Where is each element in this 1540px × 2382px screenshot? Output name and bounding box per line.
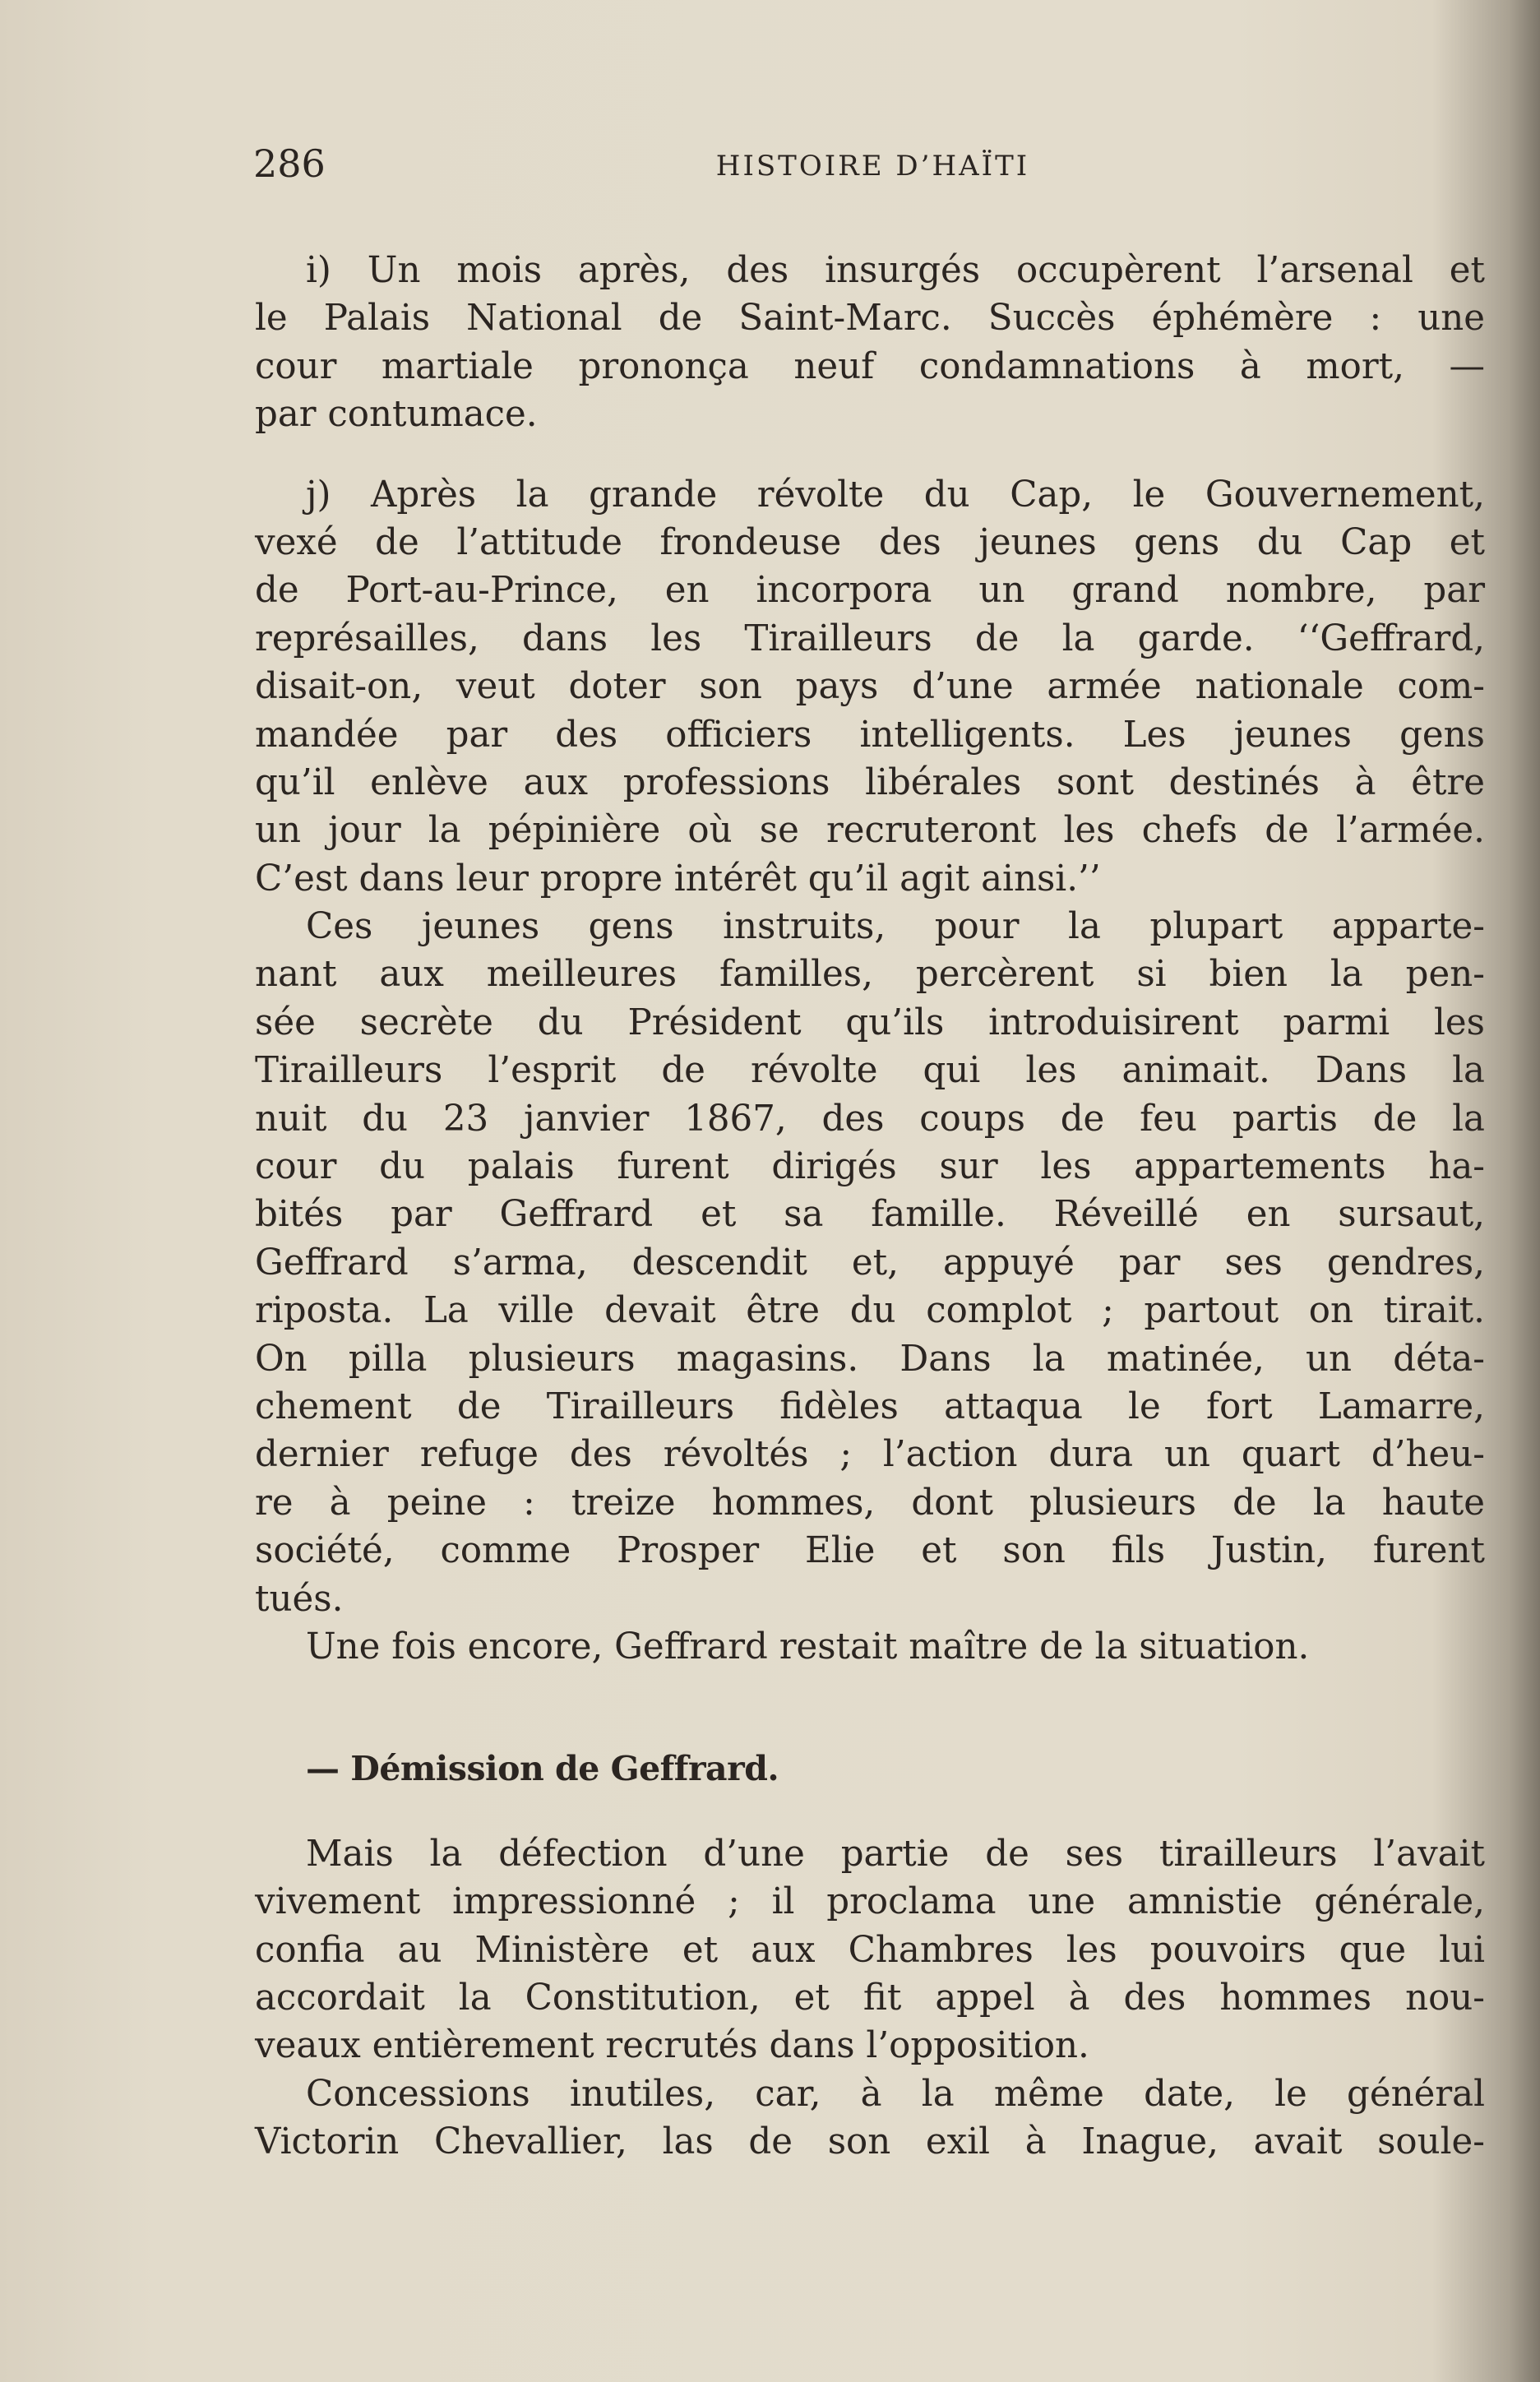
body-text <box>255 247 1485 2166</box>
paragraph <box>255 2070 1485 2167</box>
text-line: tués. <box>255 1578 344 1620</box>
text-line: i) Un mois après, des insurgés occupèrent l’arsenal et <box>306 250 1485 291</box>
paragraph <box>255 903 1485 1623</box>
text-line: j) Après la grande révolte du Cap, le Gouvernement, <box>306 474 1485 516</box>
text-line: Une fois encore, Geffrard restait maître de la situation. <box>306 1626 1310 1667</box>
text-line: vexé de l’attitude frondeuse des jeunes gens du Cap et <box>255 521 1485 563</box>
text-line: dernier refuge des révoltés ; l’action dura un quart d’heu- <box>255 1434 1485 1476</box>
text-line: qu’il enlève aux professions libérales sont destinés à être <box>255 761 1485 803</box>
text-line: le Palais National de Saint-Marc. Succès éphémère : une <box>255 298 1485 340</box>
paragraph <box>255 471 1485 904</box>
text-line: représailles, dans les Tirailleurs de la garde. ‘‘Geffrard, <box>255 617 1485 659</box>
text-line: chement de Tirailleurs fidèles attaqua le fort Lamarre, <box>255 1385 1485 1427</box>
text-line: vivement impressionné ; il proclama une amnistie générale, <box>255 1881 1485 1923</box>
text-line: Geffrard s’arma, descendit et, appuyé par ses gendres, <box>255 1242 1485 1284</box>
running-title: HISTOIRE D’HAÏTI <box>715 150 1030 183</box>
text-line: mandée par des officiers intelligents. Les jeunes gens <box>255 714 1485 756</box>
text-line: disait-on, veut doter son pays d’une armée nationale com- <box>255 666 1485 708</box>
paragraph <box>255 1830 1485 2070</box>
text-line: Tirailleurs l’esprit de révolte qui les animait. Dans la <box>255 1050 1485 1092</box>
text-line: Victorin Chevallier, las de son exil à Inague, avait soule- <box>255 2121 1485 2163</box>
text-line: confia au Ministère et aux Chambres les pouvoirs que lui <box>255 1929 1485 1971</box>
text-line: un jour la pépinière où se recruteront les chefs de l’armée. <box>255 810 1485 852</box>
text-line: re à peine : treize hommes, dont plusieurs de la haute <box>255 1482 1485 1524</box>
text-line: cour du palais furent dirigés sur les appartements ha- <box>255 1146 1485 1188</box>
text-line: société, comme Prosper Elie et son fils Justin, furent <box>255 1530 1485 1572</box>
page-number: 286 <box>253 141 326 186</box>
text-line: bités par Geffrard et sa famille. Réveillé en sursaut, <box>255 1194 1485 1236</box>
text-line: Mais la défection d’une partie de ses tirailleurs l’avait <box>306 1833 1485 1875</box>
text-line: riposta. La ville devait être du complot ; partout on tirait. <box>255 1290 1485 1332</box>
text-line: Ces jeunes gens instruits, pour la plupart apparte- <box>306 906 1485 948</box>
paragraph <box>255 247 1485 439</box>
text-line: C’est dans leur propre intérêt qu’il agit ainsi.’’ <box>255 858 1101 900</box>
paragraph <box>255 1623 1485 1671</box>
text-line: cour martiale prononça neuf condamnations à mort, — <box>255 345 1485 387</box>
section-heading: — Démission de Geffrard. <box>306 1749 779 1789</box>
text-line: veaux entièrement recrutés dans l’opposition. <box>255 2025 1089 2067</box>
text-line: de Port-au-Prince, en incorpora un grand nombre, par <box>255 570 1485 612</box>
text-line: nuit du 23 janvier 1867, des coups de feu partis de la <box>255 1098 1485 1140</box>
text-line: accordait la Constitution, et fit appel à des hommes nou- <box>255 1977 1485 2019</box>
text-line: par contumace. <box>255 394 538 436</box>
text-line: sée secrète du Président qu’ils introduisirent parmi les <box>255 1001 1485 1043</box>
text-line: nant aux meilleures familles, percèrent si bien la pen- <box>255 954 1485 996</box>
text-line: On pilla plusieurs magasins. Dans la matinée, un déta- <box>255 1338 1485 1380</box>
text-line: Concessions inutiles, car, à la même date, le général <box>306 2073 1485 2115</box>
